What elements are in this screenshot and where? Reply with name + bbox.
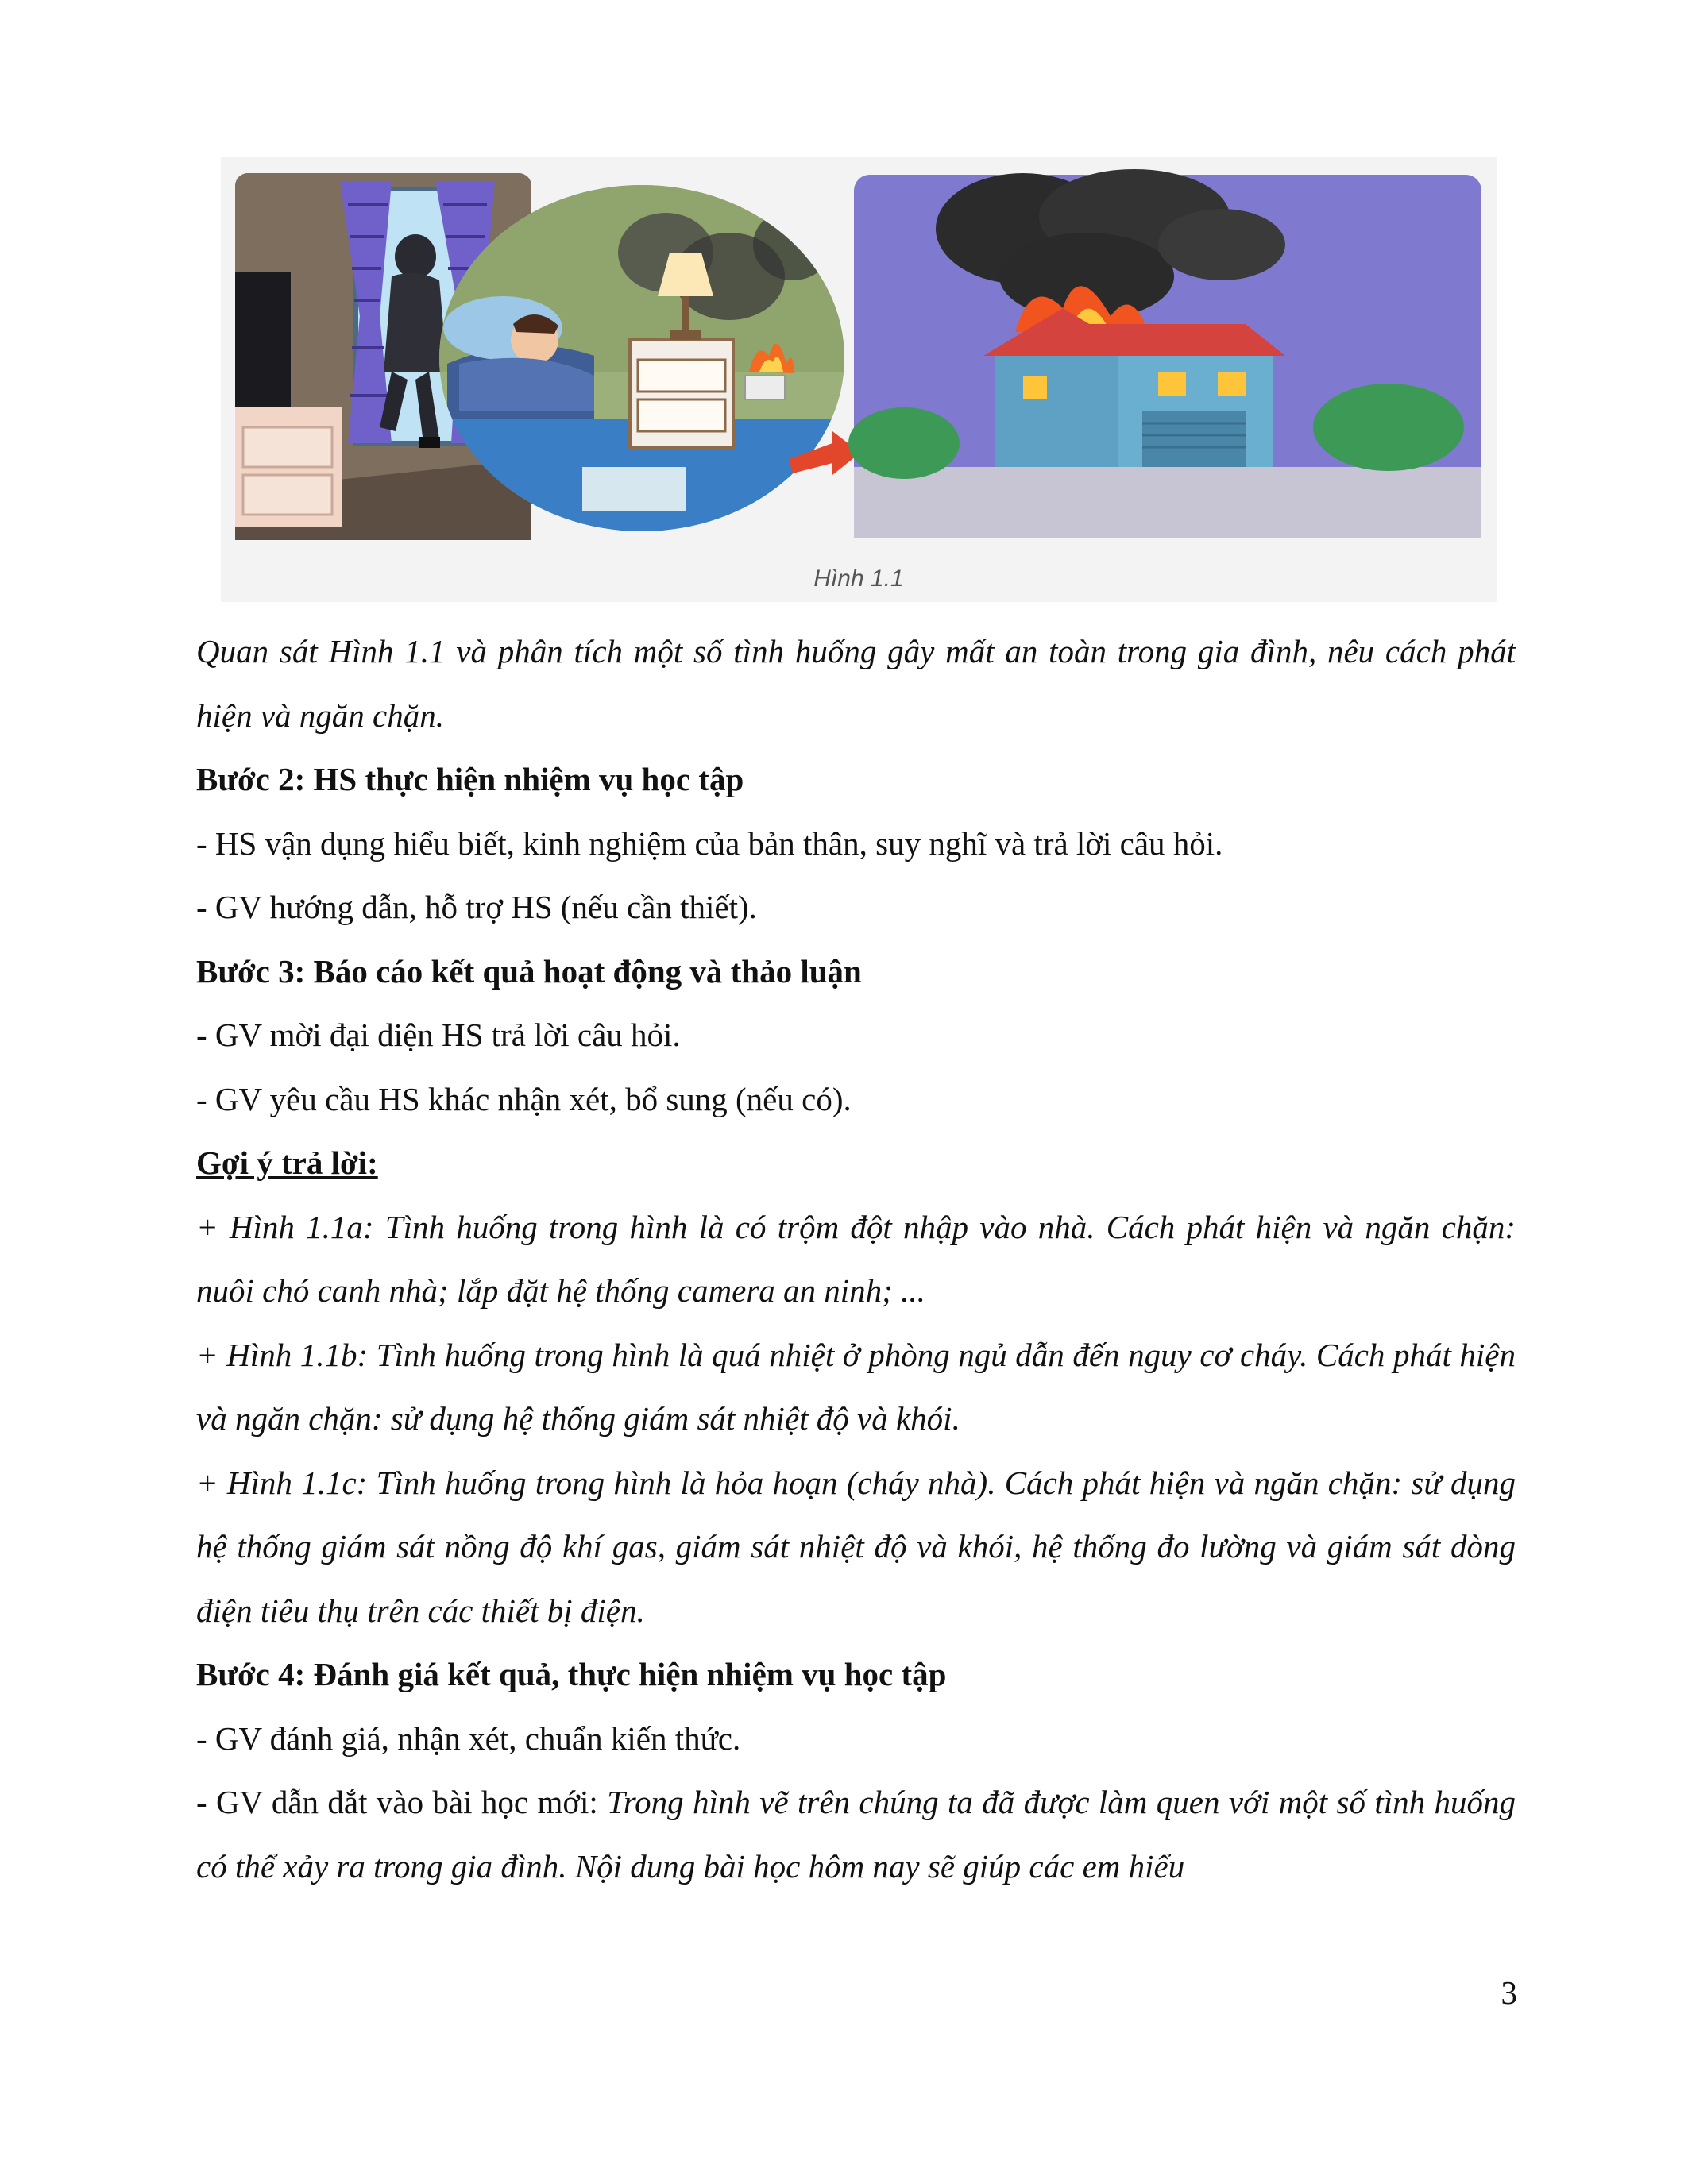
house-fire-scene xyxy=(848,169,1481,538)
hint-1-1b: + Hình 1.1b: Tình huống trong hình là quá nhiệt ở phòng ngủ dẫn đến nguy cơ cháy. Cách phát hiện và ngăn chặn: sử dụng hệ thống giám sát nhiệt độ và khói. xyxy=(196,1336,1516,1437)
hint-1-1a: + Hình 1.1a: Tình huống trong hình là có trộm đột nhập vào nhà. Cách phát hiện và ngăn chặn: nuôi chó canh nhà; lắp đặt hệ thống camera an ninh; ... xyxy=(196,1208,1516,1309)
figure-caption: Hình 1.1 xyxy=(813,565,904,592)
page-number: 3 xyxy=(1501,1974,1517,2011)
step-4-line-2-prefix: - GV dẫn dắt vào bài học mới: xyxy=(196,1784,608,1820)
step-2-line-2: - GV hướng dẫn, hỗ trợ HS (nếu cần thiết). xyxy=(196,889,757,925)
step-4-heading: Bước 4: Đánh giá kết quả, thực hiện nhiệm vụ học tập xyxy=(196,1656,947,1692)
step-3-heading: Bước 3: Báo cáo kết quả hoạt động và thảo luận xyxy=(196,952,862,990)
hint-1-1c: + Hình 1.1c: Tình huống trong hình là hỏa hoạn (cháy nhà). Cách phát hiện và ngăn chặn: sử dụng hệ thống giám sát nồng độ khí gas, giám sát nhiệt độ và khói, hệ thống đo lường và giám sát dòng điện tiêu thụ trên các thiết bị điện. xyxy=(196,1464,1516,1629)
step-4-line-2-italic: Trong hình vẽ trên chúng ta đã được làm quen với một số tình huống có thể xảy ra trong gia đình. Nội dung bài học hôm nay sẽ giúp các em hiểu xyxy=(196,1784,1516,1885)
step-4-line-1: - GV đánh giá, nhận xét, chuẩn kiến thức. xyxy=(196,1719,741,1757)
figure-1-1 xyxy=(221,157,1497,602)
step-3-line-1: - GV mời đại diện HS trả lời câu hỏi. xyxy=(196,1017,681,1053)
step-2-heading: Bước 2: HS thực hiện nhiệm vụ học tập xyxy=(196,761,744,797)
document-body xyxy=(196,619,1516,1898)
hint-heading: Gợi ý trả lời: xyxy=(196,1144,378,1181)
hint-heading-wrap xyxy=(196,1131,1516,1195)
step-3-line-2: - GV yêu cầu HS khác nhận xét, bổ sung (nếu có). xyxy=(196,1080,852,1117)
question-paragraph: Quan sát Hình 1.1 và phân tích một số tình huống gây mất an toàn trong gia đình, nêu cách phát hiện và ngăn chặn. xyxy=(196,633,1516,734)
step-2-line-1: - HS vận dụng hiểu biết, kinh nghiệm của bản thân, suy nghĩ và trả lời câu hỏi. xyxy=(196,824,1223,862)
figure-illustration xyxy=(221,157,1497,602)
step-4-line-2 xyxy=(196,1770,1516,1898)
